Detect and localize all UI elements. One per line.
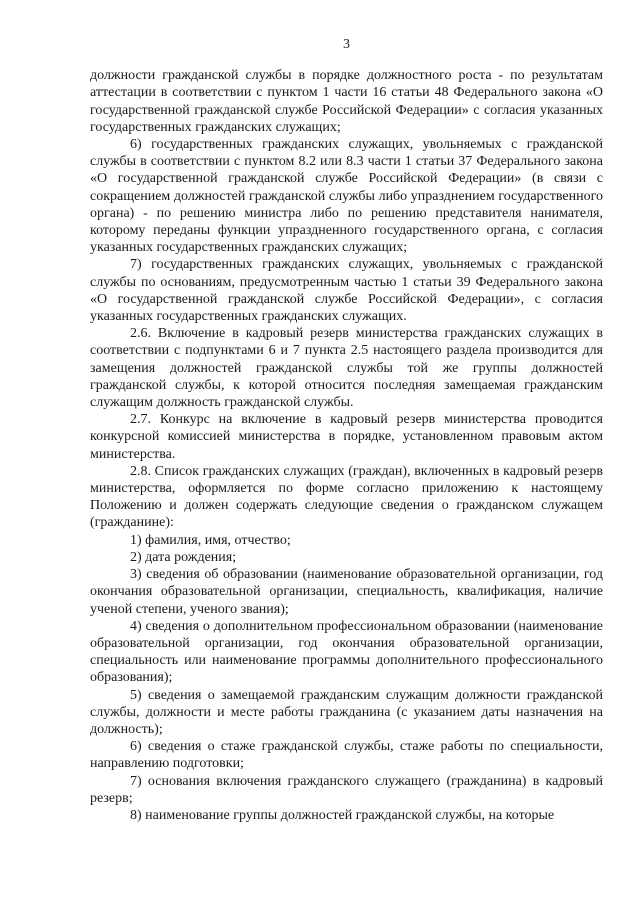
paragraph: 6) государственных гражданских служащих, увольняемых с гражданской службы в соответствии с пунктом 8.2 или 8.3 части 1 статьи 37 Федерального закона «О государственной гражданской службе Российской Федерации» (в связи с сокращением должностей гражданской службы либо упразднением государственного органа) - по решению министра либо по решению представителя нанимателя, которому переданы функции упраздненного государственного органа, с согласия указанных государственных гражданских служащих;	[90, 137, 603, 256]
paragraph: 2.7. Конкурс на включение в кадровый резерв министерства проводится конкурсной комиссией министерства в порядке, установленном правовым актом министерства.	[90, 412, 603, 462]
paragraph: 2) дата рождения;	[130, 549, 237, 565]
paragraph: 7) государственных гражданских служащих, увольняемых с гражданской службы по основаниям, предусмотренным частью 1 статьи 39 Федерального закона «О государственной гражданской службе Российской Федерации», с согласия указанных государственных гражданских служащих.	[90, 257, 603, 325]
paragraph: 1) фамилия, имя, отчество;	[130, 532, 291, 548]
paragraph: 5) сведения о замещаемой гражданским служащим должности гражданской службы, должности и месте работы гражданина (с указанием даты назначения на должность);	[90, 687, 603, 737]
document-body	[90, 67, 603, 824]
page-number: 3	[343, 37, 350, 52]
document-page	[90, 36, 603, 824]
paragraph: 2.8. Список гражданских служащих (граждан), включенных в кадровый резерв министерства, оформляется по форме согласно приложению к настоящему Положению и должен содержать следующие сведения о гражданском служащем (гражданине):	[90, 463, 603, 531]
paragraph: 6) сведения о стаже гражданской службы, стаже работы по специальности, направлению подготовки;	[90, 739, 603, 772]
paragraph: должности гражданской службы в порядке должностного роста - по результатам аттестации в соответствии с пунктом 1 части 16 статьи 48 Федерального закона «О государственной гражданской службе Российской Федерации» с согласия указанных государственных гражданских служащих;	[90, 68, 603, 135]
paragraph: 7) основания включения гражданского служащего (гражданина) в кадровый резерв;	[90, 773, 603, 806]
paragraph: 4) сведения о дополнительном профессиональном образовании (наименование образовательной организации, год окончания образовательной организации, специальность или наименование программы дополнительного профессионального образования);	[90, 618, 603, 686]
paragraph: 2.6. Включение в кадровый резерв министерства гражданских служащих в соответствии с подпунктами 6 и 7 пункта 2.5 настоящего раздела производится для замещения должностей гражданской службы той же группы должностей гражданской службы, к которой относится последняя замещаемая гражданским служащим должность гражданской службы.	[90, 326, 603, 411]
paragraph: 8) наименование группы должностей гражданской службы, на которые	[130, 807, 555, 823]
paragraph: 3) сведения об образовании (наименование образовательной организации, год окончания образовательной организации, специальность, квалификация, наличие ученой степени, ученого звания);	[90, 567, 603, 617]
